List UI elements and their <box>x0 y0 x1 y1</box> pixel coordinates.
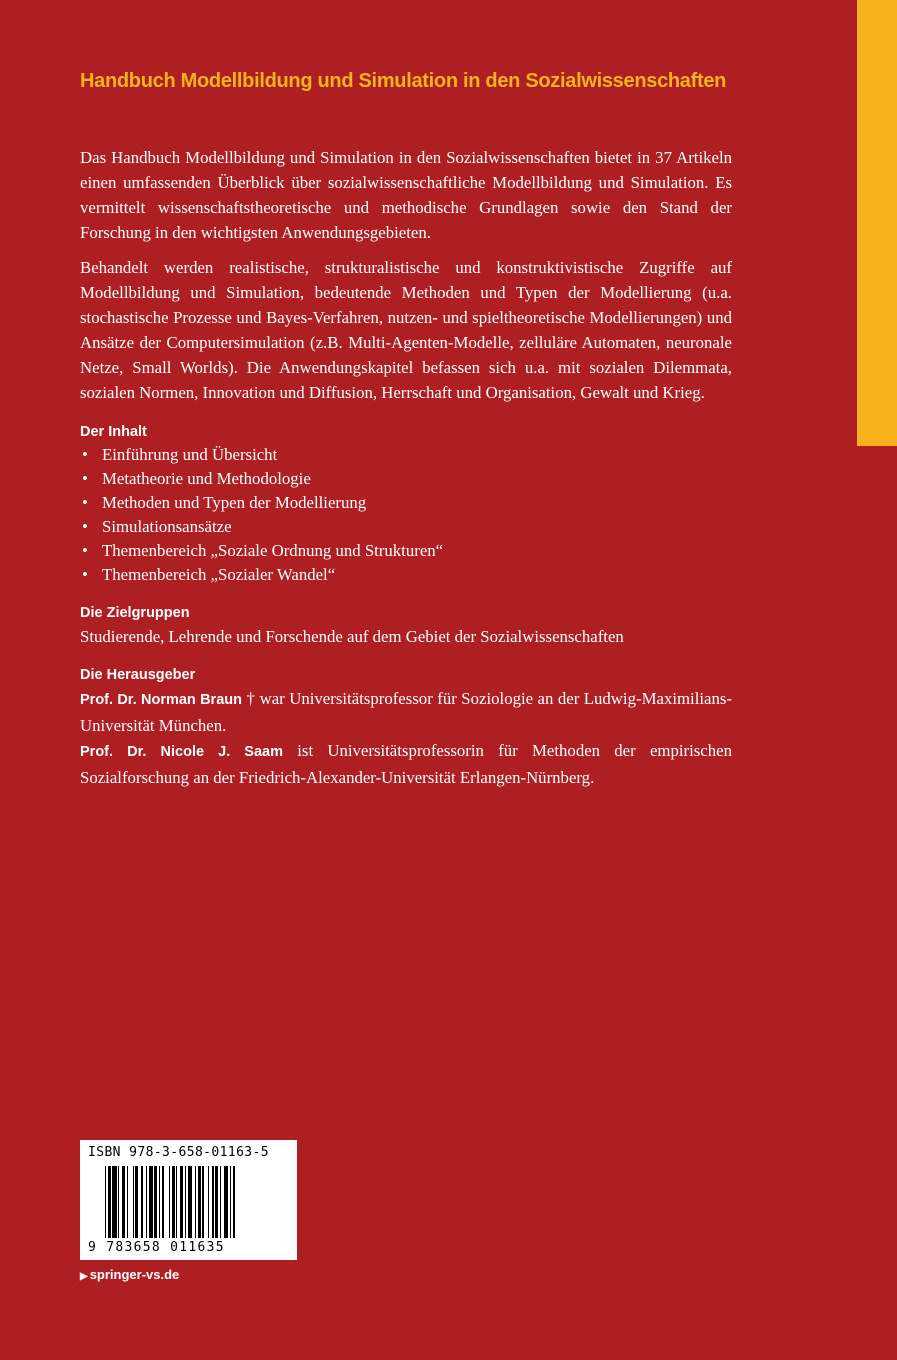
description-paragraph: Das Handbuch Modellbildung und Simulation in den Sozialwissenschaften bietet in 37 Artikeln einen umfassenden Überblick über sozialwissenschaftliche Modellbildung und Simulation. Es vermittelt wissenschaftstheoretische und methodische Grundlagen sowie den Stand der Forschung in den wichtigsten Anwendungsgebieten. <box>80 148 732 242</box>
contents-item <box>80 539 732 563</box>
contents-item <box>80 515 732 539</box>
ean-digits: 9 783658 011635 <box>88 1240 225 1255</box>
editors-heading: Die Herausgeber <box>80 667 196 683</box>
editor-bio: ist Universitätsprofessorin für Methoden der empirischen Sozialforschung an der Friedrich-Alexander-Universität Erlangen-Nürnberg. <box>80 741 732 787</box>
isbn-label: ISBN 978-3-658-01163-5 <box>88 1145 269 1160</box>
contents-item <box>80 563 732 587</box>
bullet-icon: • <box>82 565 88 584</box>
contents-section <box>80 421 732 587</box>
bullet-icon: • <box>82 445 88 464</box>
contents-item-label: Einführung und Übersicht <box>102 445 278 464</box>
description-paragraph: Behandelt werden realistische, strukturalistische und konstruktivistische Zugriffe auf Modellbildung und Simulation, bedeutende Methoden und Typen der Modellierung (u.a. stochastische Prozesse und Bayes-Verfahren, nutzen- und spieltheoretische Modellierungen) und Ansätze der Computersimulation (z.B. Multi-Agenten-Modelle, zelluläre Automaten, neuronale Netze, Small Worlds). Die Anwendungskapitel befassen sich u.a. mit sozialen Dilemmata, sozialen Normen, Innovation und Diffusion, Herrschaft und Organisation, Gewalt und Krieg. <box>80 258 732 402</box>
publisher-website <box>80 1267 179 1282</box>
contents-item-label: Methoden und Typen der Modellierung <box>102 493 367 512</box>
contents-item-label: Metatheorie und Methodologie <box>102 469 311 488</box>
editor-bio: † war Universitätsprofessor für Soziologie an der Ludwig-Maximilians-Universität München. <box>80 689 732 735</box>
contents-item-label: Simulationsansätze <box>102 517 232 536</box>
editor-entry <box>80 686 732 738</box>
play-arrow-icon: ▶ <box>80 1271 88 1282</box>
bullet-icon: • <box>82 493 88 512</box>
editors-section <box>80 664 732 790</box>
back-cover-text <box>80 145 732 790</box>
barcode-bars <box>105 1166 290 1238</box>
website-label: springer-vs.de <box>89 1267 180 1282</box>
contents-item-label: Themenbereich „Soziale Ordnung und Strukturen“ <box>102 541 444 560</box>
audience-heading: Die Zielgruppen <box>80 605 190 621</box>
contents-heading: Der Inhalt <box>80 424 147 440</box>
audience-section <box>80 602 732 649</box>
editor-name: Prof. Dr. Nicole J. Saam <box>80 744 283 760</box>
bullet-icon: • <box>82 469 88 488</box>
audience-text: Studierende, Lehrende und Forschende auf dem Gebiet der Sozialwissenschaften <box>80 627 624 646</box>
editor-name: Prof. Dr. Norman Braun <box>80 692 242 708</box>
contents-item-label: Themenbereich „Sozialer Wandel“ <box>102 565 336 584</box>
accent-bar <box>857 0 897 446</box>
isbn-barcode <box>80 1140 297 1260</box>
bullet-icon: • <box>82 517 88 536</box>
book-title: Handbuch Modellbildung und Simulation in den Sozialwissenschaften <box>80 70 727 92</box>
editor-entry <box>80 738 732 790</box>
contents-item <box>80 443 732 467</box>
contents-list <box>80 443 732 587</box>
contents-item <box>80 467 732 491</box>
bullet-icon: • <box>82 541 88 560</box>
contents-item <box>80 491 732 515</box>
